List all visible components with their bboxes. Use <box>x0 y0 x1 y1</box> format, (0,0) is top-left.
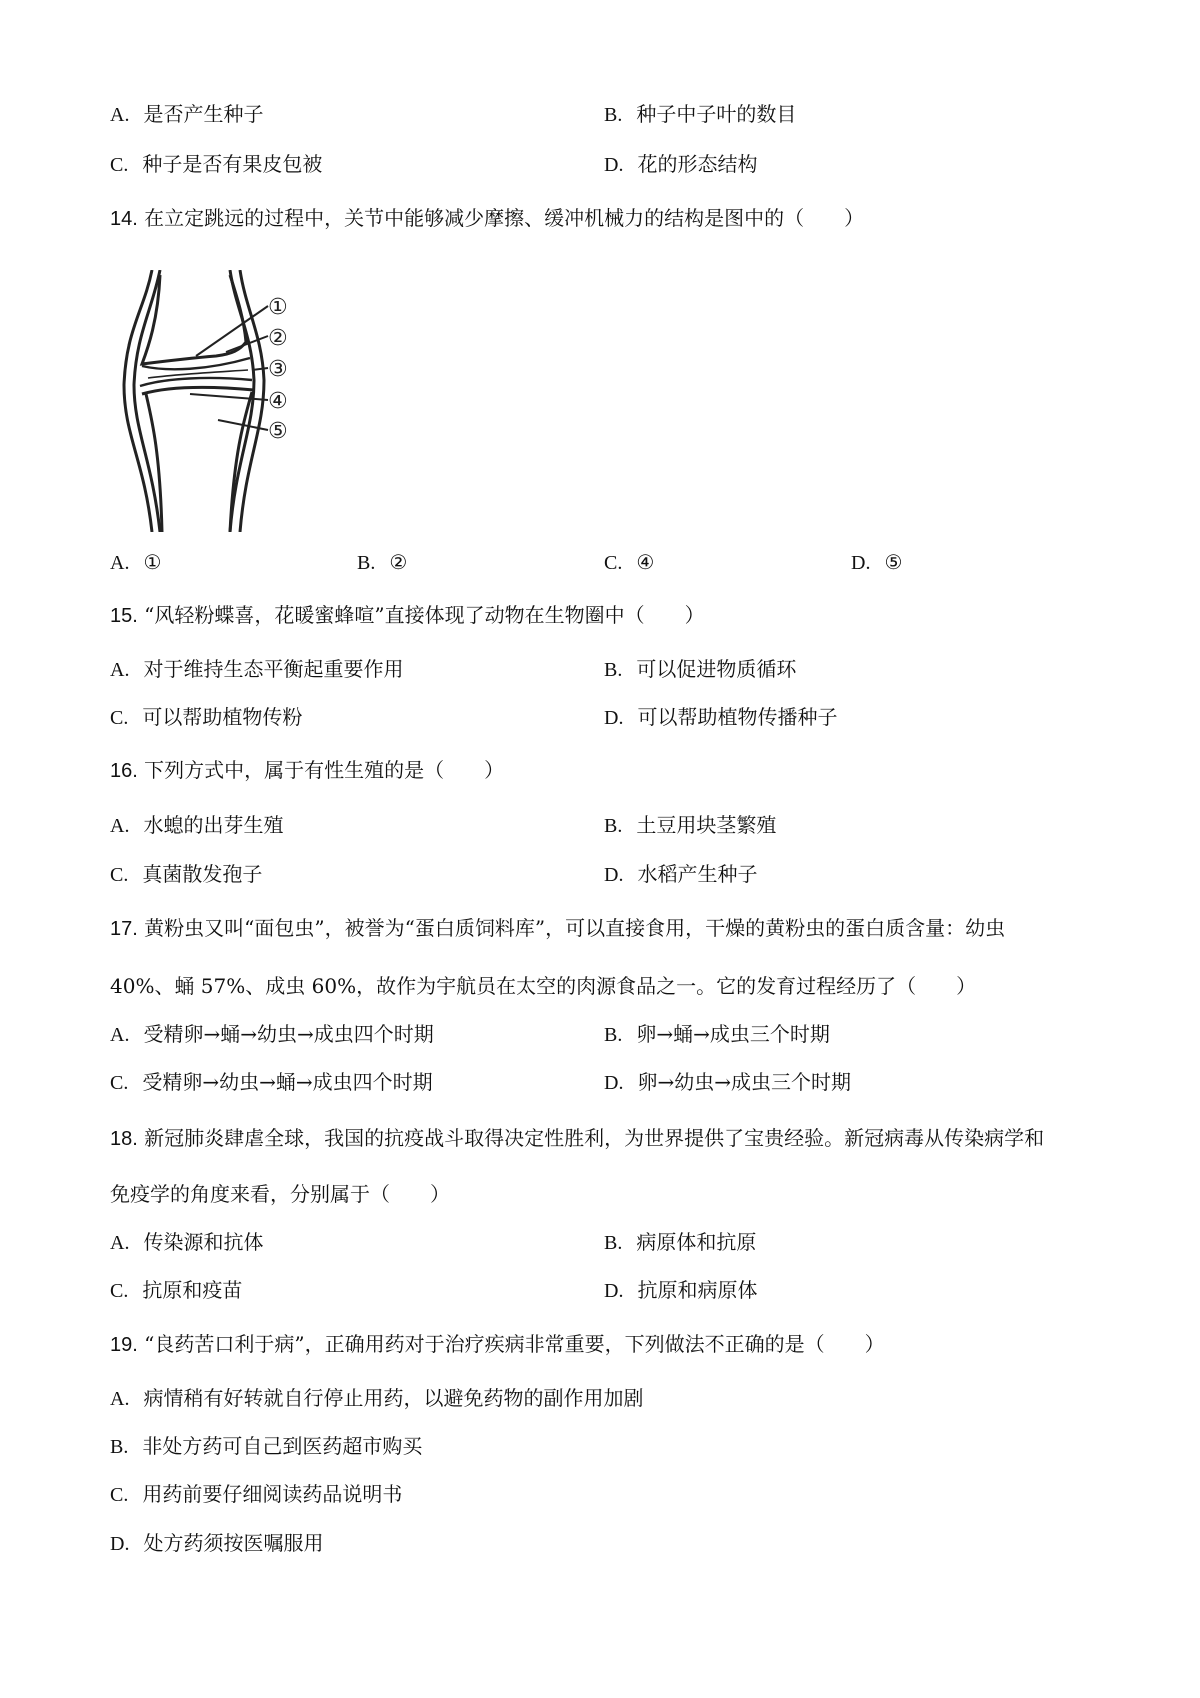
q13-option-c[interactable]: C. 种子是否有果皮包被 <box>110 152 323 176</box>
q14-option-c[interactable]: C. ④ <box>604 550 655 574</box>
q18-stem-line2: 免疫学的角度来看，分别属于（ ） <box>110 1182 450 1206</box>
q14-stem: 14. 在立定跳远的过程中，关节中能够减少摩擦、缓冲机械力的结构是图中的（ ） <box>110 206 865 230</box>
q17-option-b[interactable]: B. 卵→蛹→成虫三个时期 <box>604 1022 830 1046</box>
q13-option-d[interactable]: D. 花的形态结构 <box>604 152 758 176</box>
q19-option-a[interactable]: A. 病情稍有好转就自行停止用药，以避免药物的副作用加剧 <box>110 1386 644 1410</box>
q16-option-c[interactable]: C. 真菌散发孢子 <box>110 862 263 886</box>
q16-option-a[interactable]: A. 水螅的出芽生殖 <box>110 813 284 837</box>
knee-joint-diagram <box>118 270 333 532</box>
q15-option-d[interactable]: D. 可以帮助植物传播种子 <box>604 705 838 729</box>
q19-option-c[interactable]: C. 用药前要仔细阅读药品说明书 <box>110 1482 403 1506</box>
label-5: ⑤ <box>268 419 288 444</box>
q17-option-d[interactable]: D. 卵→幼虫→成虫三个时期 <box>604 1070 851 1094</box>
question-number: 17. <box>110 918 138 940</box>
q16-option-b[interactable]: B. 土豆用块茎繁殖 <box>604 813 777 837</box>
label-4: ④ <box>268 389 288 414</box>
q17-stem-line1: 17. 黄粉虫又叫“面包虫”，被誉为“蛋白质饲料库”，可以直接食用，干燥的黄粉虫的蛋白质含量：幼虫 <box>110 916 1006 940</box>
q19-option-d[interactable]: D. 处方药须按医嘱服用 <box>110 1531 324 1555</box>
q14-option-a[interactable]: A. ① <box>110 550 162 574</box>
q18-stem-line1: 18. 新冠肺炎肆虐全球，我国的抗疫战斗取得决定性胜利，为世界提供了宝贵经验。新冠病毒从传染病学和 <box>110 1126 1045 1150</box>
question-number: 16. <box>110 760 138 782</box>
q13-option-b[interactable]: B. 种子中子叶的数目 <box>604 102 797 126</box>
label-1: ① <box>268 295 288 320</box>
q14-option-d[interactable]: D. ⑤ <box>851 550 903 574</box>
question-number: 18. <box>110 1128 138 1150</box>
q18-option-a[interactable]: A. 传染源和抗体 <box>110 1230 264 1254</box>
q19-stem: 19. “良药苦口利于病”，正确用药对于治疗疾病非常重要，下列做法不正确的是（ ） <box>110 1332 885 1356</box>
question-number: 14. <box>110 208 138 230</box>
q15-stem: 15. “风轻粉蝶喜，花暖蜜蜂喧”直接体现了动物在生物圈中（ ） <box>110 603 705 627</box>
q15-option-a[interactable]: A. 对于维持生态平衡起重要作用 <box>110 657 404 681</box>
q18-option-b[interactable]: B. 病原体和抗原 <box>604 1230 757 1254</box>
q19-option-b[interactable]: B. 非处方药可自己到医药超市购买 <box>110 1434 423 1458</box>
question-number: 19. <box>110 1334 138 1356</box>
q17-option-c[interactable]: C. 受精卵→幼虫→蛹→成虫四个时期 <box>110 1070 433 1094</box>
q16-stem: 16. 下列方式中，属于有性生殖的是（ ） <box>110 758 505 782</box>
q18-option-d[interactable]: D. 抗原和病原体 <box>604 1278 758 1302</box>
label-2: ② <box>268 326 288 351</box>
q16-option-d[interactable]: D. 水稻产生种子 <box>604 862 758 886</box>
label-3: ③ <box>268 357 288 382</box>
q17-stem-line2: 40%、蛹 57%、成虫 60%，故作为宇航员在太空的肉源食品之一。它的发育过程经历了（ ） <box>110 974 977 998</box>
q15-option-b[interactable]: B. 可以促进物质循环 <box>604 657 797 681</box>
q14-option-b[interactable]: B. ② <box>357 550 408 574</box>
question-number: 15. <box>110 605 138 627</box>
q15-option-c[interactable]: C. 可以帮助植物传粉 <box>110 705 303 729</box>
q13-option-a[interactable]: A. 是否产生种子 <box>110 102 264 126</box>
q17-option-a[interactable]: A. 受精卵→蛹→幼虫→成虫四个时期 <box>110 1022 434 1046</box>
q18-option-c[interactable]: C. 抗原和疫苗 <box>110 1278 243 1302</box>
